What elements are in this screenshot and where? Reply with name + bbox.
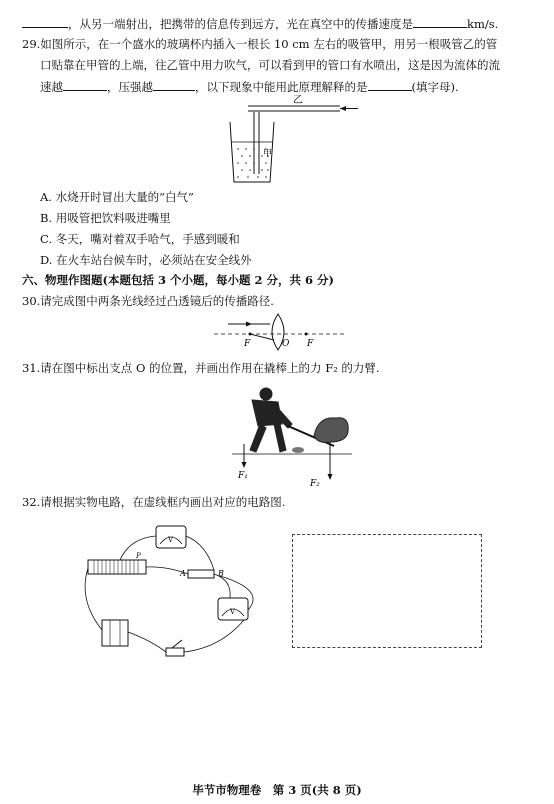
worker-figure — [250, 388, 292, 452]
q29-number: 29. — [22, 37, 41, 51]
q29-line-1 — [22, 36, 497, 54]
label-b: B — [218, 569, 224, 578]
answer-blank[interactable] — [63, 78, 107, 91]
answer-blank[interactable] — [368, 78, 412, 91]
q31-line — [22, 360, 380, 378]
focal-point-right — [305, 333, 308, 336]
q29-option-b: B. 用吸管把饮料吸进嘴里 — [40, 211, 171, 225]
section-6-title: 六、物理作图题(本题包括 3 个小题，每小题 2 分，共 6 分) — [22, 273, 334, 287]
focal-point-left — [249, 333, 252, 336]
switch — [166, 648, 184, 656]
straw-jia-label: 甲 — [263, 149, 273, 159]
battery — [102, 620, 128, 646]
q28-tail-text: ，从另一端射出，把携带的信息传到远方，光在真空中的传播速度是 — [68, 17, 413, 31]
q29-text-3a: 速越 — [40, 80, 63, 94]
q31-number: 31. — [22, 361, 41, 375]
rheostat-slider-label: P — [136, 552, 141, 560]
q30-lens-figure — [210, 312, 350, 352]
label-f2: F₂ — [310, 479, 320, 489]
force-f1-arrowhead — [242, 462, 247, 468]
q29-text-3d: (填字母). — [411, 80, 459, 94]
label-f-left: F — [244, 339, 251, 349]
answer-blank[interactable] — [22, 15, 68, 28]
label-f1: F₁ — [238, 471, 248, 481]
answer-blank[interactable] — [413, 15, 467, 28]
rock — [314, 418, 348, 443]
q30-number: 30. — [22, 294, 41, 308]
q29-text-2: 口贴靠在甲管的上端，往乙管中用力吹气，可以看到甲的管口有水喷出，这是因为流体的流 — [40, 58, 500, 72]
q31-lever-figure — [222, 380, 372, 490]
switch-lever — [172, 640, 182, 648]
answer-blank[interactable] — [153, 78, 195, 91]
straw-yi-label: 乙 — [293, 95, 303, 106]
q29-option-a: A. 水烧开时冒出大量的“白气” — [40, 190, 194, 204]
label-o: O — [282, 339, 290, 349]
blow-arrowhead — [340, 106, 346, 111]
q29-text-1: 如图所示，在一个盛水的玻璃杯内插入一根长 10 cm 左右的吸管甲，用另一根吸管乙的管 — [40, 37, 498, 51]
q28-unit: km/s. — [467, 17, 499, 31]
q30-text: 请完成图中两条光线经过凸透镜后的传播路径. — [40, 294, 274, 308]
rheostat — [88, 560, 146, 574]
q32-number: 32. — [22, 495, 41, 509]
q29-text-3c: ，以下现象中能用此原理解释的是 — [195, 80, 368, 94]
q29-text-3b: ，压强越 — [107, 80, 153, 94]
incident-ray-focal — [250, 334, 274, 340]
q29-line-2 — [40, 57, 500, 75]
q29-straw-figure — [220, 94, 360, 190]
q29-option-c: C. 冬天，嘴对着双手哈气，手感到暖和 — [40, 232, 240, 246]
q31-text: 请在图中标出支点 O 的位置，并画出作用在撬棒上的力 F₂ 的力臂. — [40, 361, 380, 375]
resistor-ab — [188, 570, 214, 578]
pivot-stone — [292, 447, 304, 453]
q32-line — [22, 494, 285, 512]
q30-line — [22, 293, 274, 311]
q32-circuit-figure — [80, 520, 280, 668]
force-f2-arrowhead — [328, 474, 333, 480]
voltmeter-2-label: V — [230, 608, 236, 616]
q29-option-d: D. 在火车站台候车时，必须站在安全线外 — [40, 253, 252, 267]
label-a: A — [180, 569, 186, 578]
label-f-right: F — [307, 339, 314, 349]
q28-tail-line — [22, 15, 498, 34]
voltmeter-1-label: V — [168, 536, 174, 544]
page-footer: 毕节市物理卷 第 3 页(共 8 页) — [192, 783, 362, 797]
q32-text: 请根据实物电路，在虚线框内画出对应的电路图. — [40, 495, 286, 509]
ray-arrowhead — [246, 322, 252, 327]
answer-box-dashed[interactable] — [292, 534, 482, 648]
